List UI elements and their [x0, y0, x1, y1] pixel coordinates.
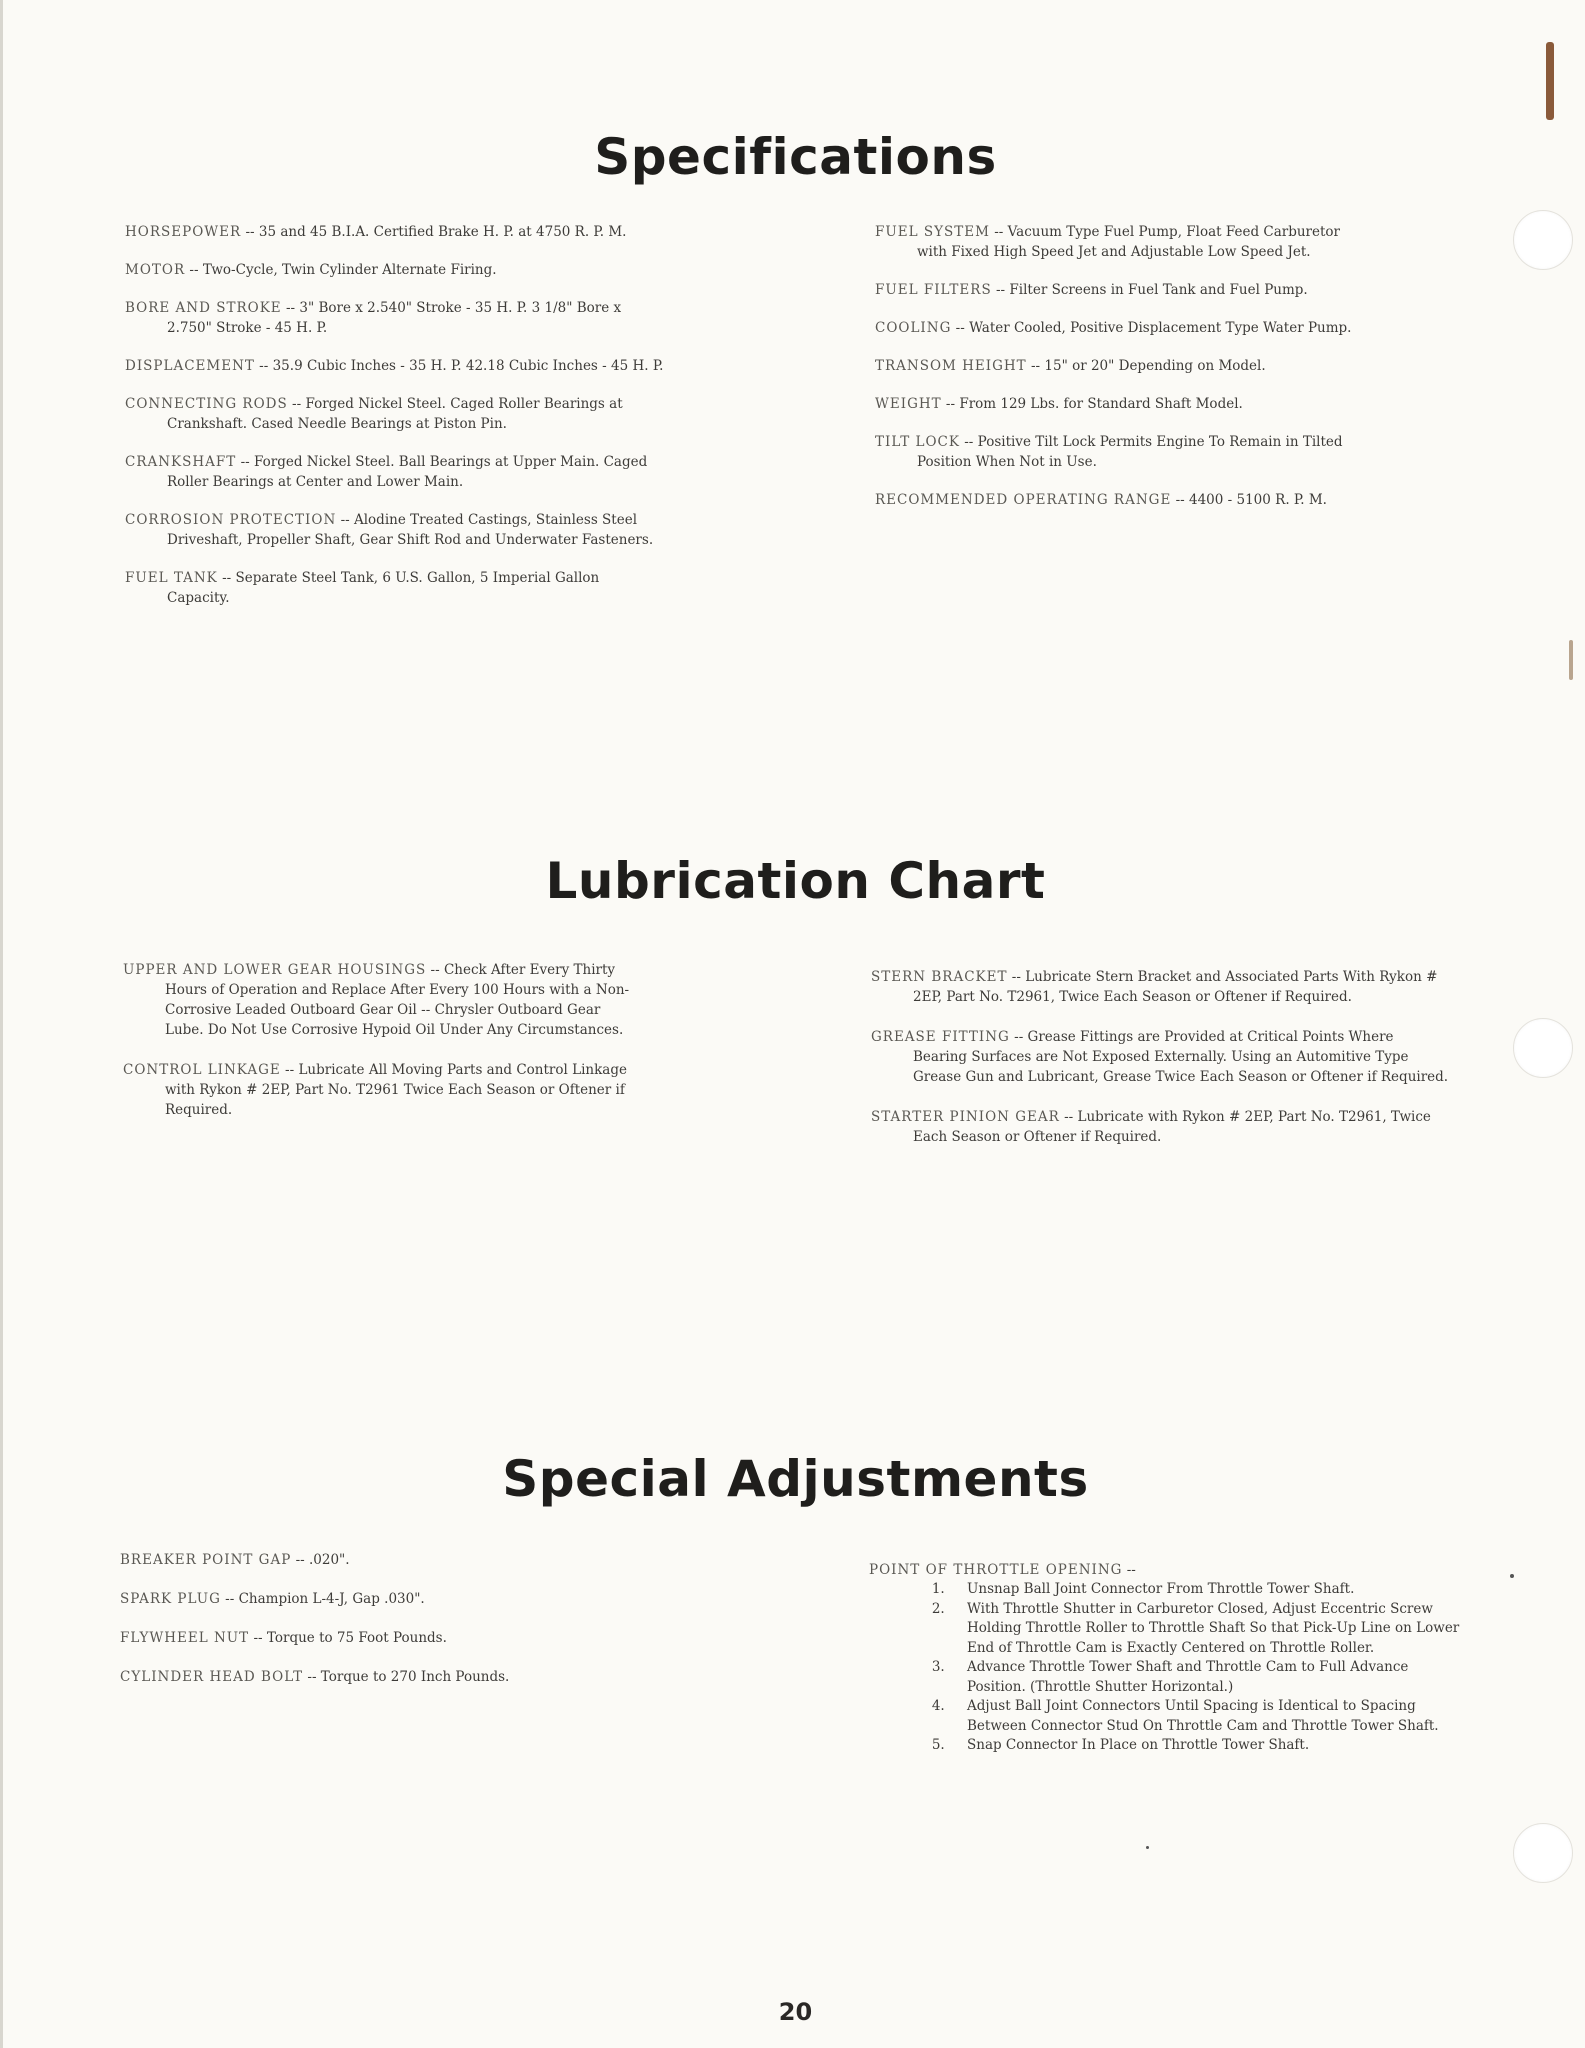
- spec-entry: RECOMMENDED OPERATING RANGE -- 4400 - 5100 R. P. M.: [875, 492, 1327, 508]
- lubrication-entry: UPPER AND LOWER GEAR HOUSINGS -- Check After Every Thirty Hours of Operation and Replace After Every 100 Hours with a Non-Corrosive Leaded Outboard Gear Oil -- Chrysler Outboard Gear Lube. Do Not Use Corrosive Hypoid Oil Under Any Circumstances.: [123, 962, 630, 1038]
- spec-entry: COOLING -- Water Cooled, Positive Displacement Type Water Pump.: [875, 320, 1352, 336]
- spec-entry: DISPLACEMENT -- 35.9 Cubic Inches - 35 H. P. 42.18 Cubic Inches - 45 H. P.: [125, 358, 664, 374]
- lubrication-entry: STARTER PINION GEAR -- Lubricate with Rykon # 2EP, Part No. T2961, Twice Each Season or Oftener if Required.: [871, 1109, 1431, 1145]
- specifications-left-column: [125, 222, 665, 626]
- throttle-step: 3. Advance Throttle Tower Shaft and Throttle Cam to Full Advance Position. (Throttle Shutter Horizontal.): [949, 1658, 1469, 1697]
- spec-entry: CORROSION PROTECTION -- Alodine Treated Castings, Stainless Steel Driveshaft, Propeller Shaft, Gear Shift Rod and Underwater Fasteners.: [125, 512, 654, 548]
- specifications-heading: Specifications: [594, 128, 997, 186]
- binder-hole-top: [1513, 210, 1573, 270]
- speck: [1510, 1574, 1514, 1578]
- lubrication-entry: CONTROL LINKAGE -- Lubricate All Moving Parts and Control Linkage with Rykon # 2EP, Part No. T2961 Twice Each Season or Oftener if Required.: [123, 1062, 627, 1118]
- spec-entry: HORSEPOWER -- 35 and 45 B.I.A. Certified Brake H. P. at 4750 R. P. M.: [125, 224, 627, 240]
- binder-hole-bottom: [1513, 1823, 1573, 1883]
- lubrication-right-column: [871, 967, 1451, 1167]
- lubrication-entry: GREASE FITTING -- Grease Fittings are Provided at Critical Points Where Bearing Surfaces are Not Exposed Externally. Using an Automitive Type Grease Gun and Lubricant, Grease Twice Each Season or Oftener if Required.: [871, 1029, 1449, 1085]
- special-adjustments-heading: Special Adjustments: [502, 1450, 1089, 1508]
- throttle-step: 4. Adjust Ball Joint Connectors Until Spacing is Identical to Spacing Between Connector Stud On Throttle Cam and Throttle Tower Shaft.: [949, 1697, 1469, 1736]
- spec-entry: FUEL SYSTEM -- Vacuum Type Fuel Pump, Float Feed Carburetor with Fixed High Speed Jet and Adjustable Low Speed Jet.: [875, 224, 1341, 260]
- lubrication-left-column: [123, 960, 643, 1140]
- spec-entry: FUEL FILTERS -- Filter Screens in Fuel Tank and Fuel Pump.: [875, 282, 1308, 298]
- spec-entry: CONNECTING RODS -- Forged Nickel Steel. Caged Roller Bearings at Crankshaft. Cased Needle Bearings at Piston Pin.: [125, 396, 623, 432]
- throttle-step: 1. Unsnap Ball Joint Connector From Throttle Tower Shaft.: [949, 1580, 1469, 1600]
- throttle-opening-title: POINT OF THROTTLE OPENING --: [869, 1562, 1136, 1578]
- throttle-steps-list: [869, 1580, 1469, 1756]
- rust-mark-small: [1569, 640, 1573, 680]
- throttle-step: 2. With Throttle Shutter in Carburetor Closed, Adjust Eccentric Screw Holding Throttle Roller to Throttle Shaft So that Pick-Up Line on Lower End of Throttle Cam is Exactly Centered on Throttle Roller.: [949, 1600, 1469, 1659]
- speck: [1146, 1846, 1149, 1849]
- adjustments-right-column: [869, 1560, 1469, 1756]
- spec-entry: CRANKSHAFT -- Forged Nickel Steel. Ball Bearings at Upper Main. Caged Roller Bearings at Center and Lower Main.: [125, 454, 648, 490]
- binder-hole-middle: [1513, 1018, 1573, 1078]
- spec-entry: WEIGHT -- From 129 Lbs. for Standard Shaft Model.: [875, 396, 1243, 412]
- spec-entry: MOTOR -- Two-Cycle, Twin Cylinder Alternate Firing.: [125, 262, 497, 278]
- adjustments-left-column: [120, 1550, 640, 1706]
- adjustment-entry: BREAKER POINT GAP -- .020".: [120, 1552, 350, 1568]
- specifications-right-column: [875, 222, 1355, 528]
- spec-entry: BORE AND STROKE -- 3" Bore x 2.540" Stroke - 35 H. P. 3 1/8" Bore x 2.750" Stroke - 45 H. P.: [125, 300, 622, 336]
- rust-mark: [1546, 42, 1554, 120]
- spec-entry: FUEL TANK -- Separate Steel Tank, 6 U.S. Gallon, 5 Imperial Gallon Capacity.: [125, 570, 600, 606]
- throttle-step: 5. Snap Connector In Place on Throttle Tower Shaft.: [949, 1736, 1469, 1756]
- lubrication-chart-heading: Lubrication Chart: [545, 852, 1046, 910]
- adjustment-entry: SPARK PLUG -- Champion L-4-J, Gap .030".: [120, 1591, 425, 1607]
- spec-entry: TRANSOM HEIGHT -- 15" or 20" Depending on Model.: [875, 358, 1266, 374]
- adjustment-entry: FLYWHEEL NUT -- Torque to 75 Foot Pounds.: [120, 1630, 447, 1646]
- page-number: 20: [778, 1998, 813, 2026]
- adjustment-entry: CYLINDER HEAD BOLT -- Torque to 270 Inch Pounds.: [120, 1669, 510, 1685]
- spec-entry: TILT LOCK -- Positive Tilt Lock Permits Engine To Remain in Tilted Position When Not in Use.: [875, 434, 1343, 470]
- lubrication-entry: STERN BRACKET -- Lubricate Stern Bracket and Associated Parts With Rykon # 2EP, Part No. T2961, Twice Each Season or Oftener if Required.: [871, 969, 1438, 1005]
